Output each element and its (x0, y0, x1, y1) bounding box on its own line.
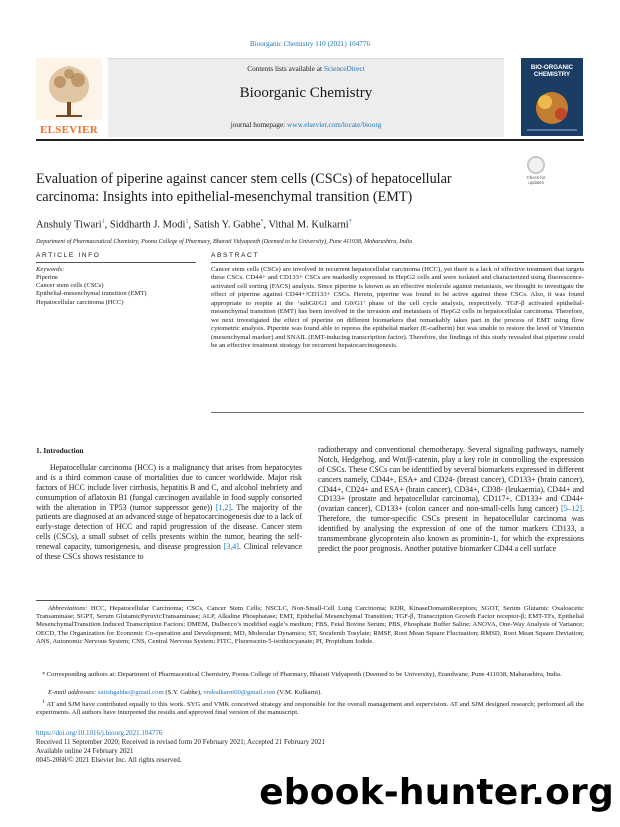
author-list: Anshuly Tiwari$^1$, Siddharth J. Modi$^1$, Satish Y. Gabhe*, Vithal M. Kulkarni* (36, 219, 352, 231)
intro-right-column (318, 445, 584, 554)
contribution-footnote: $^1$ AT and SJM have contributed equally to this work. SYG and VMK conceived strategy and responsible for the overall management and supervision. AT and SJM designed research; performed all the experiments. All authors have interpreted the results and approved final version of the manuscript. (36, 699, 584, 717)
article-info-heading: ARTICLE INFO (36, 252, 101, 259)
copyright-line: 0045-2068/© 2021 Elsevier Inc. All rights reserved. (36, 755, 182, 764)
author-name[interactable]: Satish Y. Gabhe (193, 219, 261, 231)
intro-text: . The majority of the patients are diagnosed at an advanced stage of hepatocarcinogenesis due to a lack of early-stage detection of HCC and rapid progression of the disease. Cancer stem cells (CSCs), a small subset of cells presents within the tumor, bearing the self-renewal capacity, tumorigenesis, and disease progression (36, 502, 303, 551)
citation-link[interactable]: [5–12] (560, 504, 583, 514)
abbreviations-footnote (36, 605, 584, 646)
email-link[interactable]: satishgabhe@gmail.com (97, 689, 164, 696)
keyword-item: Epithelial-mesenchymal transition (EMT) (36, 290, 147, 298)
intro-text: radiotherapy and conventional chemotherapy. Several signaling pathways, namely Notch, Hedgehog, and Wnt/β-catenin, play a key role in controlling the expression of CSCs. These CSCs can be identified by several biomarkers expressed in different cancers namely, CD44+, ESA+ and CD24- (breast cancer), CD133+ (brain cancer), CD44+, CD24+ and ESA+ (brain cancer), CD34+, CD38- (leukaemia), CD44+ and CD133+ (prostate and hepatocellular carcinoma), CD117+, CD133+ and CD44+ (ovarian cancer), CD133+ (colon cancer and non-small-cells lung cancer) (318, 445, 584, 514)
journal-reference-link[interactable]: Bioorganic Chemistry 110 (2021) 104776 (249, 40, 371, 48)
abstract-rule (211, 262, 584, 263)
contents-line (108, 64, 504, 73)
received-dates: Received 11 September 2020; Received in revised form 20 February 2021; Accepted 21 February 2021 (36, 737, 325, 746)
watermark: ebook-hunter.org (259, 772, 614, 813)
check-for-updates-label: Check for updates (526, 175, 546, 185)
email-owner: (S.Y. Gabhe), (163, 689, 204, 696)
contribution-text: AT and SJM have contributed equally to this work. SYG and VMK conceived strategy and responsible for the overall management and supervision. AT and SJM designed research; performed all the experiments. All authors have interpreted the results and approved final version of the manuscript. (36, 701, 584, 717)
sciencedirect-link[interactable]: ScienceDirect (323, 64, 365, 73)
elsevier-logo (36, 58, 102, 136)
affiliation: Department of Pharmaceutical Chemistry, Poona College of Pharmacy, Bharati Vidyapeeth (Deemed to be University), Pune 411038, Maharashtra, India (36, 239, 413, 245)
keyword-item: Hepatocellular carcinoma (HCC) (36, 298, 124, 306)
keyword-item: Piperine (36, 274, 58, 281)
intro-left-column (36, 463, 302, 562)
author-mark[interactable]: 1 (101, 219, 105, 225)
email-link[interactable]: vmkulkarni60@gmail.com (203, 689, 276, 696)
author-mark[interactable]: * (260, 219, 264, 225)
citation-link[interactable]: [1,2] (215, 502, 231, 512)
email-footnote (36, 689, 584, 697)
journal-homepage (108, 120, 504, 129)
publication-info (36, 729, 336, 765)
check-for-updates-badge[interactable] (523, 156, 549, 188)
corresponding-footnote: * Corresponding authors at: Department of Pharmaceutical Chemistry, Poona College of Pharmacy, Bharati Vidyapeeth (Deemed to be University), Erandwane, Pune 411038, Maharashtra, India. (42, 671, 562, 678)
author-mark[interactable]: 1 (185, 219, 189, 225)
available-online: Available online 24 February 2021 (36, 746, 134, 755)
intro-text: Hepatocellular carcinoma (HCC) is a malignancy that arises from hepatocytes and is a third common cause of mortalities due to cancer worldwide. Major risk factors of HCC include liver cirrhosis, hepatitis B and C, and alcohol inebriety and consumption of aflatoxin B1 (fungal carcinogen available in food supply consorted with the alteration in TP53 (tumor suppressor gene)) (36, 463, 302, 512)
header-rule (36, 139, 584, 141)
publisher-wordmark: ELSEVIER (39, 124, 99, 136)
homepage-prefix: journal homepage: (230, 120, 288, 129)
homepage-link[interactable]: www.elsevier.com/locate/bioorg (287, 120, 382, 129)
abbreviations-text: HCC, Hepatocellular Carcinoma; CSCs, Cancer Stem Cells; NSCLC, Non-Small-Cell Lung Carcinoma; KDR, KinaseDomainReceptors; SGOT, Serum Glutamic Oxaloacetic Transaminase; SGPT, Serum GlutamicPyruvicTransaminase; ALP, Alkaline Phosphatase; EMT, Epithelial Mesenchymal Transition; TGF-β, Transcription Growth Factor receptor-β; EMT-TFs, Epithelial MesenchymalTransition Induced Transcription Factors; DMEM, Dulbecco’s modified eagle’s medium; FBS, Fetal Bovine Serum; PBS, Phosphate Buffer Saline; ANOVA, One-Way Analysis of Variance; OECD, The Organization for Economic Co-operation and Development; MD, Molecular Dynamics; ST, Sorafenib Tosylate; RMSF, Root Mean Square Fluctuation; RMSD, Root Mean Square Deviation; ANS, Autonomic Nervous System; CNS, Central Nervous System; FITC, Fluorescein-5-isothiocyanate; PI, Propidium Iodide. (36, 605, 585, 645)
cover-title: BIO-ORGANIC CHEMISTRY (530, 64, 574, 78)
doi-link[interactable]: https://doi.org/10.1016/j.bioorg.2021.104776 (36, 729, 163, 737)
citation-link[interactable]: [3,4] (223, 542, 239, 551)
contents-prefix: Contents lists available at (247, 64, 324, 73)
intro-text: . Clinical relevance of these CSCs shows resistance to (36, 542, 303, 561)
journal-name: Bioorganic Chemistry (239, 85, 373, 101)
footnote-rule (36, 600, 194, 601)
abstract-text: Cancer stem cells (CSCs) are involved in recurrent hepatocellular carcinoma (HCC), yet there is a lack of effective treatment that targets these CSCs. CD44+ and CD133+ CSCs are markedly expressed in HepG2 cells and were isolated and characterized using fluorescence-activated cell sorting (FACS) analysis. Since piperine is known as an effective molecule against metastasis, we thought to investigate the effect of piperine against CD44+/CD133+ CSCs. Herein, piperine was found to be active against these CSCs. Also, it was found appropriate to respite at the ‘subG0/G1 and G0/G1’ phase of the cell cycle analysis, respectively. TGF-β activated epithelial-mesenchymal transition (EMT) has been involved in the invasion and metastasis of HepG2 cells in hepatocellular carcinoma. Therefore, we next investigated the effect of piperine on different biomarkers that remarkably takes part in the process of EMT using flow cytometric analysis. Piperine was found able to repress the epithelial marker (E-cadherin) but was unable to restore the level of Vimentin (mesenchymal marker) and SNAIL (EMT-inducing transcription factor). Therefore, the findings of this study revealed that piperine could be an effective treatment strategy for recurrent hepatocarcinogenesis. (211, 266, 584, 350)
cover-art-icon (521, 82, 583, 136)
email-owner: (V.M. Kulkarni). (275, 689, 322, 696)
elsevier-tree-icon (36, 58, 102, 120)
author-name[interactable]: Siddharth J. Modi (109, 219, 186, 231)
abstract-heading: ABSTRACT (211, 252, 259, 259)
article-title: Evaluation of piperine against cancer stem cells (CSCs) of hepatocellular carcinoma: Insights into epithelial-mesenchymal transition (EMT) (36, 171, 452, 205)
keywords-label: Keywords: (36, 266, 65, 273)
author-name[interactable]: Anshuly Tiwari (36, 219, 102, 231)
crossmark-icon (527, 156, 545, 174)
corresponding-text: Corresponding authors at: Department of Pharmaceutical Chemistry, Poona College of Pharmacy, Bharati Vidyapeeth (Deemed to be University), Erandwane, Pune 411038, Maharashtra, India. (46, 671, 562, 678)
email-label: E-mail addresses: (48, 689, 97, 696)
keywords-list (36, 274, 147, 307)
intro-text: . Therefore, the tumor-specific CSCs present in hepatocellular carcinoma was identified by analysing the expression of one of the tumor markers CD133, a transmembrane glycoprotein also known as prominin-1, for which the expressions predict the poor prognosis. Another putative biomarker CD44 a cell surface (318, 504, 584, 553)
introduction-heading: 1. Introduction (36, 446, 84, 455)
abstract-end-rule (211, 412, 584, 413)
article-info-rule (36, 262, 196, 263)
author-name[interactable]: Vithal M. Kulkarni (268, 219, 349, 231)
author-mark[interactable]: * (348, 219, 352, 225)
abbreviations-label: Abbreviations: (48, 605, 88, 612)
keyword-item: Cancer stem cells (CSCs) (36, 282, 104, 290)
journal-cover-image (521, 58, 583, 136)
